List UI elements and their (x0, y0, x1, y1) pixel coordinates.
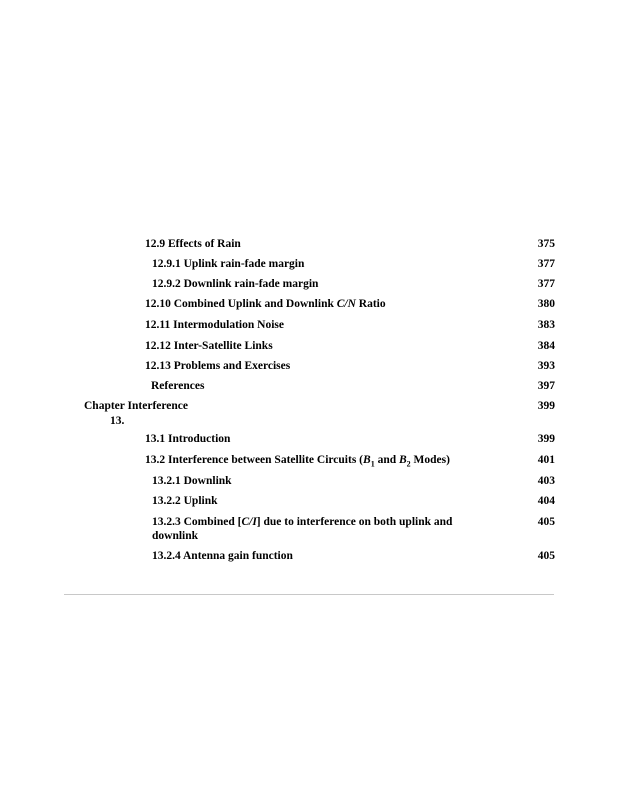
toc-page: 380 (537, 298, 555, 310)
toc-page: 405 (537, 550, 555, 562)
toc-page: 377 (537, 258, 555, 270)
toc-page: 383 (537, 319, 555, 331)
toc-title: 13.2.1 Downlink (152, 475, 232, 487)
toc-page: 375 (537, 238, 555, 250)
toc-page: 403 (537, 475, 555, 487)
toc-title: 13.2.3 Combined [C/I] due to interference on both uplink and (152, 516, 453, 528)
toc-page: 401 (537, 454, 555, 466)
toc-title: 13.2.4 Antenna gain function (152, 550, 293, 562)
toc-title: 13.1 Introduction (145, 433, 231, 445)
toc-title: 13.2.2 Uplink (152, 495, 218, 507)
chapter-label: Chapter Interference (84, 400, 188, 412)
toc-title: 12.9 Effects of Rain (145, 238, 241, 250)
toc-title: 12.11 Intermodulation Noise (145, 319, 284, 331)
toc-title: 12.9.1 Uplink rain-fade margin (152, 258, 305, 270)
toc-page: 397 (537, 380, 555, 392)
footer-divider (64, 594, 554, 595)
toc-page: 377 (537, 278, 555, 290)
toc-page: 399 (537, 400, 555, 412)
toc-title: 13.2 Interference between Satellite Circuits ($B_1$ and $B_2$ Modes) (145, 454, 450, 469)
toc-title-continued: downlink (152, 530, 199, 542)
chapter-number: 13. (110, 415, 125, 427)
toc-title: 12.12 Inter-Satellite Links (145, 340, 273, 352)
toc-page: 405 (537, 516, 555, 528)
toc-title: References (151, 380, 205, 392)
toc-page: 393 (537, 360, 555, 372)
toc-page: 404 (537, 495, 555, 507)
toc-title: 12.13 Problems and Exercises (145, 360, 291, 372)
toc-page: 384 (537, 340, 555, 352)
toc-title: 12.9.2 Downlink rain-fade margin (152, 278, 319, 290)
toc-title: 12.10 Combined Uplink and Downlink C/N Ratio (145, 298, 386, 310)
toc-page: 399 (537, 433, 555, 445)
